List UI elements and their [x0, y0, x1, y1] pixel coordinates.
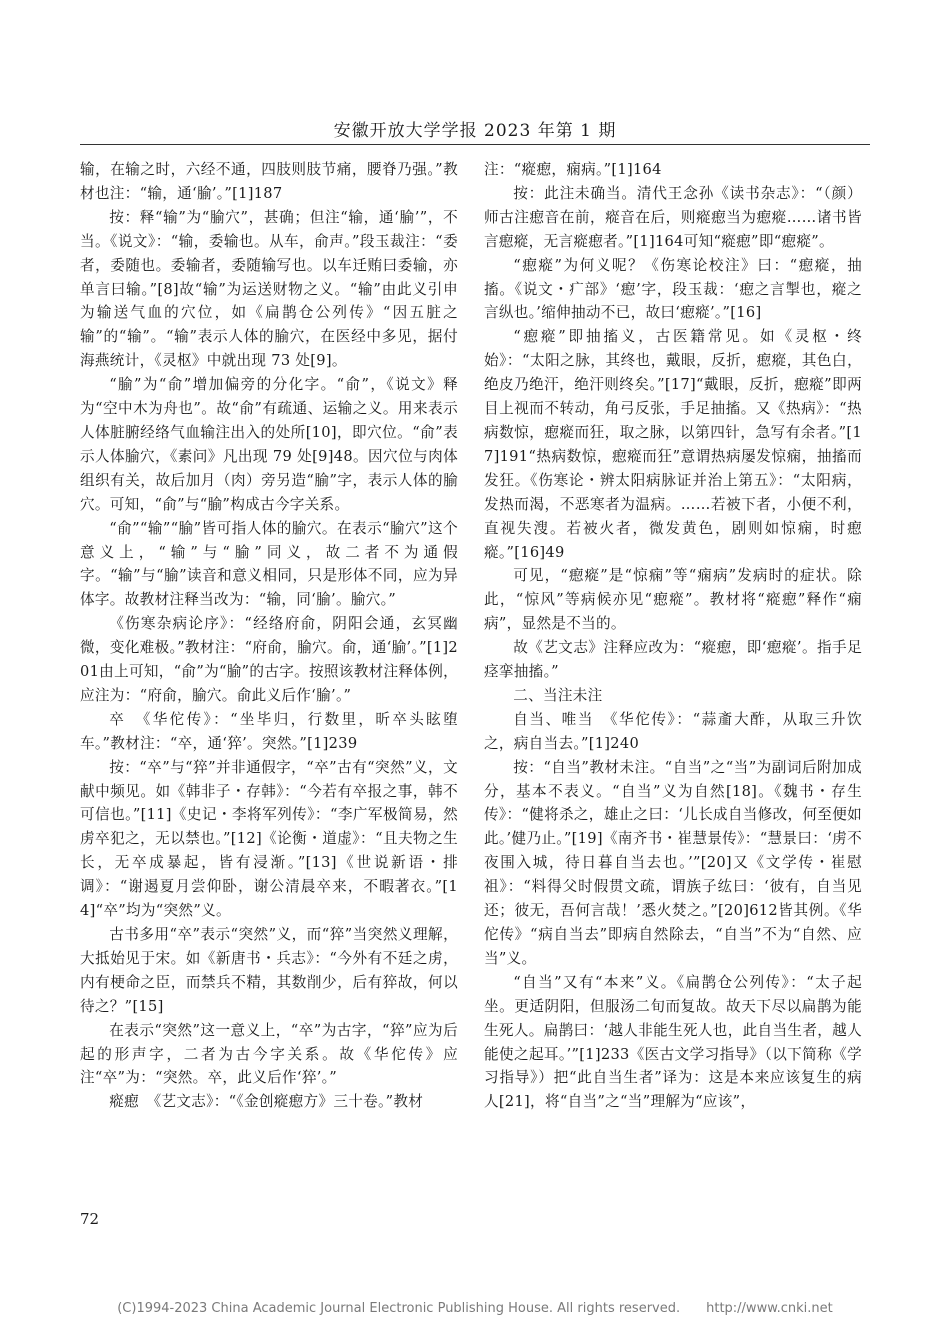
header-rule [80, 144, 870, 145]
left-column [80, 158, 458, 1114]
paragraph: 可见，“瘛瘲”是“惊痫”等“痫病”发病时的症状。除此，“惊风”等病候亦见“瘛瘲”。教材将“瘲瘛”释作“痫病”，显然是不当的。 [484, 567, 862, 633]
paragraph: “自当”又有“本来”义。《扁鹊仓公列传》：“太子起坐。更适阴阳，但服汤二旬而复故。故天下尽以扁鹊为能生死人。扁鹊曰：‘越人非能生死人也，此自当生者，越人能使之起耳。’”[1]233《医古文学习指导》（以下简称《学习指导》）把“此自当生者”译为：这是本来应该复生的病人[21]，将“自当”之“当”理解为“应该”， [484, 973, 862, 1111]
paragraph: 按：此注未确当。清代王念孙《读书杂志》：“（颜）师古注瘛音在前，瘲音在后，则瘲瘛当为瘛瘲……诸书皆言瘛瘲，无言瘲瘛者。”[1]164可知“瘲瘛”即“瘛瘲”。 [484, 184, 862, 250]
paragraph: “瘛瘲”即抽搐义，古医籍常见。如《灵枢・终始》：“太阳之脉，其终也，戴眼，反折，瘛瘲，其色白，绝皮乃绝汗，绝汗则终矣。”[17]“戴眼，反折，瘛瘲”即两目上视而不转动，角弓反张，手足抽搐。又《热病》：“热病数惊，瘛瘲而狂，取之脉，以第四针，急写有余者。”[17]191“热病数惊，瘛瘲而狂”意谓热病屡发惊痫，抽搐而发狂。《伤寒论・辨太阳病脉证并治上第五》：“太阳病，发热而渴，不恶寒者为温病。……若被下者，小便不利，直视失溲。若被火者，微发黄色，剧则如惊痫，时瘛瘲。”[16]49 [484, 328, 862, 561]
right-column [484, 158, 862, 1114]
paragraph: 故《艺文志》注释应改为：“瘲瘛，即‘瘛瘲’。指手足痉挛抽搐。” [484, 639, 862, 681]
paragraph: “腧”为“俞”增加偏旁的分化字。“俞”，《说文》释为“空中木为舟也”。故“俞”有疏通、运输之义。用来表示人体脏腑经络气血输注出入的处所[10]，即穴位。“俞”表示人体腧穴，《素问》凡出现 79 处[9]48。因穴位与肉体组织有关，故后加月（肉）旁另造“腧”字，表示人体的腧穴。可知，“俞”与“腧”构成古今字关系。 [80, 376, 458, 513]
paragraph: “瘛瘲”为何义呢？《伤寒论校注》曰：“瘛瘲，抽搐。《说文・疒部》‘瘛’字，段玉裁：‘瘛之言掣也，瘲之言纵也。’缩伸抽动不已，故曰‘瘛瘲’。”[16] [484, 256, 862, 322]
paragraph: 按：释“输”为“腧穴”，甚确；但注“输，通‘腧’”，不当。《说文》：“输，委输也。从车，俞声。”段玉裁注：“委者，委随也。委输者，委随输写也。以车迁贿曰委输，亦单言曰输。”[8]故“输”为运送财物之义。“输”由此义引申为输送气血的穴位，如《扁鹊仓公列传》“因五脏之输”的“输”。“输”表示人体的腧穴，在医经中多见，据付海燕统计，《灵枢》中就出现 73 处[9]。 [80, 208, 458, 370]
paragraph: 《伤寒杂病论序》：“经络府俞，阴阳会通，玄冥幽微，变化难极。”教材注：“府俞，腧穴。俞，通‘腧’。”[1]201由上可知，“俞”为“腧”的古字。按照该教材注释体例，应注为：“府俞，腧穴。俞此义后作‘腧’。” [80, 615, 458, 704]
paragraph: 输，在输之时，六经不通，四肢则肢节痛，腰脊乃强。”教材也注：“输，通‘腧’。”[1]187 [80, 161, 458, 202]
paragraph: 古书多用“卒”表示“突然”义，而“猝”当突然义理解，大抵始见于宋。如《新唐书・兵志》：“今外有不廷之虏，内有梗命之臣，而禁兵不精，其数削少，后有猝故，何以待之？”[15] [80, 926, 458, 1015]
page-number: 72 [80, 1210, 100, 1228]
paragraph: “俞”“输”“腧”皆可指人体的腧穴。在表示“腧穴”这个意义上，“输”与“腧”同义，故二者不为通假字。“输”与“腧”读音和意义相同，只是形体不同，应为异体字。故教材注释当改为：“输，同‘腧’。腧穴。” [80, 519, 458, 609]
paragraph: 注：“瘲瘛，痫病。”[1]164 [484, 161, 662, 178]
paragraph: 在表示“突然”这一意义上，“卒”为古字，“猝”应为后起的形声字，二者为古今字关系。故《华佗传》应注“卒”为：“突然。卒，此义后作‘猝’。” [80, 1021, 458, 1087]
paragraph: 按：“自当”教材未注。“自当”之“当”为副词后附加成分，基本不表义。“自当”义为自然[18]。《魏书・存生传》：“健将杀之，雄止之曰：‘儿长成自当修改，何至便如此。’健乃止。”[19]《南齐书・崔慧景传》：“慧景曰：‘虏不夜围入城，待日暮自当去也。’”[20]又《文学传・崔慰祖》：“料得父时假贯文疏，谓族子纮曰：‘彼有，自当见还；彼无，吾何言哉！’悉火焚之。”[20]612皆其例。《华佗传》“病自当去”即病自然除去，“自当”不为“自然、应当”义。 [484, 758, 862, 967]
paragraph: 卒 《华佗传》：“坐毕归，行数里，昕卒头眩堕车。”教材注：“卒，通‘猝’。突然。”[1]239 [80, 710, 458, 752]
paragraph: 瘲瘛 《艺文志》：“《金创瘲瘛方》三十卷。”教材 [109, 1093, 424, 1111]
journal-header: 安徽开放大学学报 2023 年第 1 期 [333, 121, 617, 141]
paragraph: 自当、唯当 《华佗传》：“蒜齑大酢，从取三升饮之，病自当去。”[1]240 [484, 710, 862, 752]
copyright-footer: (C)1994-2023 China Academic Journal Electronic Publishing House. All rights reserved. http://www.cnki.net [117, 1301, 833, 1316]
paragraph: 按：“卒”与“猝”并非通假字，“卒”古有“突然”义，文献中频见。如《韩非子・存韩》：“今若有卒报之事，韩不可信也。”[11]《史记・李将军列传》：“李广军极简易，然虏卒犯之，无以禁也。”[12]《论衡・道虚》：“且夫物之生长，无卒成暴起，皆有浸渐。”[13]《世说新语・排调》：“谢遏夏月尝仰卧，谢公清晨卒来，不暇著衣。”[14]“卒”均为“突然”义。 [80, 758, 458, 920]
section-heading: 二、当注未注 [513, 686, 603, 704]
